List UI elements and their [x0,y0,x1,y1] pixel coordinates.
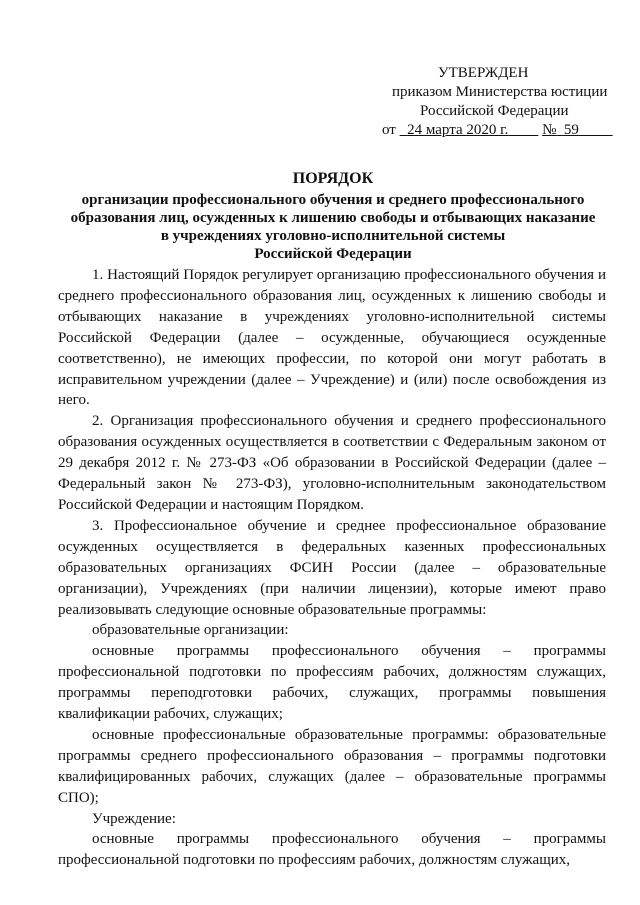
paragraph-7: Учреждение: [92,810,176,827]
paragraph-3: 3. Профессиональное обучение и среднее профессиональное образование осужденных осуществляется в федеральных казенных профессиональных образовательных организациях ФСИН России (далее – образовательные организации), Учреждениях (при наличии лицензии), которые имеют право реализовывать следующие основные образовательные программы: [58,517,606,618]
paragraph-5: основные программы профессионального обучения – программы профессиональной подготовки по профессиям рабочих, должностям служащих, программы переподготовки рабочих, служащих, программы повышения квалификации рабочих, служащих; [58,643,606,723]
title-subtitle-3: в учреждениях уголовно-исполнительной системы [160,228,506,244]
paragraph-6: основные профессиональные образовательные программы: образовательные программы среднего профессионального образования – программы подготовки квалифицированных рабочих, служащих (далее – образовательные программы СПО); [58,726,606,806]
title-subtitle-2: образования лиц, осужденных к лишению свободы и отбывающих наказание [70,210,596,226]
approval-stamp [380,64,620,140]
approval-number: № 59 [542,122,579,138]
document-body [58,265,606,871]
approval-country-line: Российской Федерации [420,103,569,119]
date-prefix: от [382,122,396,138]
paragraph-2: 2. Организация профессионального обучения и среднего профессионального образования осужденных осуществляется в соответствии с Федеральным законом от 29 декабря 2012 г. № 273-ФЗ «Об образовании в Российской Федерации (далее – Федеральный закон № 273-ФЗ), уголовно-исполнительным законодательством Российской Федерации и настоящим Порядком. [58,413,606,513]
title-main: ПОРЯДОК [292,170,374,187]
approval-date: 24 марта 2020 г. [407,122,509,138]
document-title [56,170,610,263]
paragraph-4: образовательные организации: [92,622,289,639]
paragraph-8: основные программы профессионального обучения – программы профессиональной подготовки по профессиям рабочих, должностям служащих, [58,831,606,869]
approval-order-line: приказом Министерства юстиции [392,84,608,100]
title-subtitle-1: организации профессионального обучения и среднего профессионального [81,192,585,208]
title-subtitle-4: Российской Федерации [254,246,412,262]
approval-date-line [380,121,620,140]
approval-heading: УТВЕРЖДЕН [438,65,529,81]
paragraph-1: 1. Настоящий Порядок регулирует организацию профессионального обучения и среднего профессионального образования лиц, осужденных к лишению свободы и отбывающих наказание в учреждениях уголовно-исполнительной системы Российской Федерации (далее – осужденные, обучающиеся осужденные соответственно), не имеющих профессии, по которой они могут работать в исправительном учреждении (далее – Учреждение) и (или) после освобождения из него. [58,267,606,409]
